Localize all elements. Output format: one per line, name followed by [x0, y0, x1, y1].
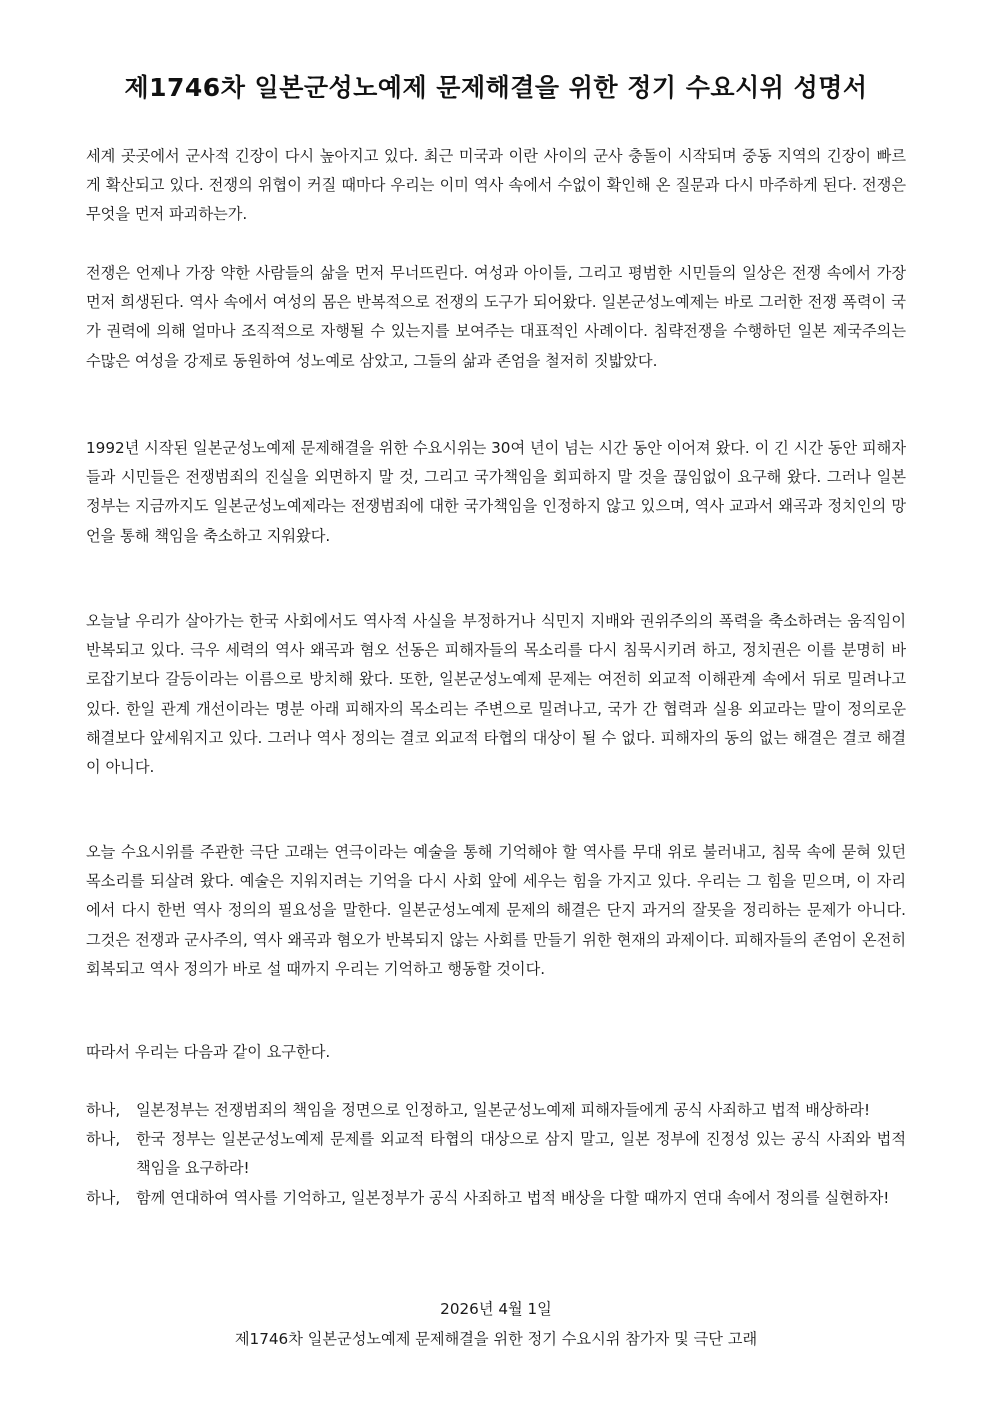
- statement-date: 2026년 4월 1일: [440, 1300, 552, 1318]
- demand-item-2: [86, 1125, 906, 1183]
- paragraph-1: 세계 곳곳에서 군사적 긴장이 다시 높아지고 있다. 최근 미국과 이란 사이의 군사 충돌이 시작되며 중동 지역의 긴장이 빠르게 확산되고 있다. 전쟁의 위협이 커질 때마다 우리는 이미 역사 속에서 수없이 확인해 온 질문과 다시 마주하게 된다. 전쟁은 무엇을 먼저 파괴하는가.: [86, 147, 906, 224]
- demand-text: 한국 정부는 일본군성노예제 문제를 외교적 타협의 대상으로 삼지 말고, 일본 정부에 진정성 있는 공식 사죄와 법적 책임을 요구하라!: [136, 1130, 906, 1178]
- demand-item-1: [86, 1096, 906, 1125]
- demands-list: [86, 1096, 906, 1213]
- document-title: 제1746차 일본군성노예제 문제해결을 위한 정기 수요시위 성명서: [124, 73, 868, 102]
- demand-text: 함께 연대하여 역사를 기억하고, 일본정부가 공식 사죄하고 법적 배상을 다할 때까지 연대 속에서 정의를 실현하자!: [136, 1188, 890, 1207]
- paragraph-3: 1992년 시작된 일본군성노예제 문제해결을 위한 수요시위는 30여 년이 넘는 시간 동안 이어져 왔다. 이 긴 시간 동안 피해자들과 시민들은 전쟁범죄의 진실을 외면하지 말 것, 그리고 국가책임을 회피하지 말 것을 끊임없이 요구해 왔다. 그러나 일본 정부는 지금까지도 일본군성노예제라는 전쟁범죄에 대한 국가책임을 인정하지 않고 있으며, 역사 교과서 왜곡과 정치인의 망언을 통해 책임을 축소하고 지워왔다.: [86, 439, 906, 545]
- statement-signer: 제1746차 일본군성노예제 문제해결을 위한 정기 수요시위 참가자 및 극단 고래: [234, 1330, 758, 1348]
- paragraph-5: 오늘 수요시위를 주관한 극단 고래는 연극이라는 예술을 통해 기억해야 할 역사를 무대 위로 불러내고, 침묵 속에 묻혀 있던 목소리를 되살려 왔다. 예술은 지워지려는 기억을 다시 사회 앞에 세우는 힘을 가지고 있다. 우리는 그 힘을 믿으며, 이 자리에서 다시 한번 역사 정의의 필요성을 말한다. 일본군성노예제 문제의 해결은 단지 과거의 잘못을 정리하는 문제가 아니다. 그것은 전쟁과 군사주의, 역사 왜곡과 혐오가 반복되지 않는 사회를 만들기 위한 현재의 과제이다. 피해자들의 존엄이 온전히 회복되고 역사 정의가 바로 설 때까지 우리는 기억하고 행동할 것이다.: [86, 843, 906, 978]
- demand-lead: 하나,: [86, 1188, 121, 1207]
- paragraph-4: 오늘날 우리가 살아가는 한국 사회에서도 역사적 사실을 부정하거나 식민지 지배와 권위주의의 폭력을 축소하려는 움직임이 반복되고 있다. 극우 세력의 역사 왜곡과 혐오 선동은 피해자들의 목소리를 다시 침묵시키려 하고, 정치권은 이를 분명히 바로잡기보다 갈등이라는 이름으로 방치해 왔다. 또한, 일본군성노예제 문제는 여전히 외교적 이해관계 속에서 뒤로 밀려나고 있다. 한일 관계 개선이라는 명분 아래 피해자의 목소리는 주변으로 밀려나고, 국가 간 협력과 실용 외교라는 말이 정의로운 해결보다 앞세워지고 있다. 그러나 역사 정의는 결코 외교적 타협의 대상이 될 수 없다. 피해자의 동의 없는 해결은 결코 해결이 아니다.: [86, 612, 906, 777]
- demand-lead: 하나,: [86, 1101, 121, 1119]
- demands-intro: 따라서 우리는 다음과 같이 요구한다.: [86, 1043, 331, 1061]
- paragraph-2: 전쟁은 언제나 가장 약한 사람들의 삶을 먼저 무너뜨린다. 여성과 아이들, 그리고 평범한 시민들의 일상은 전쟁 속에서 가장 먼저 희생된다. 역사 속에서 여성의 몸은 반복적으로 전쟁의 도구가 되어왔다. 일본군성노예제는 바로 그러한 전쟁 폭력이 국가 권력에 의해 얼마나 조직적으로 자행될 수 있는지를 보여주는 대표적인 사례이다. 침략전쟁을 수행하던 일본 제국주의는 수많은 여성을 강제로 동원하여 성노예로 삼았고, 그들의 삶과 존엄을 철저히 짓밟았다.: [86, 264, 906, 370]
- demand-text: 일본정부는 전쟁범죄의 책임을 정면으로 인정하고, 일본군성노예제 피해자들에게 공식 사죄하고 법적 배상하라!: [136, 1101, 871, 1119]
- demand-item-3: [86, 1184, 906, 1213]
- demand-lead: 하나,: [86, 1130, 121, 1149]
